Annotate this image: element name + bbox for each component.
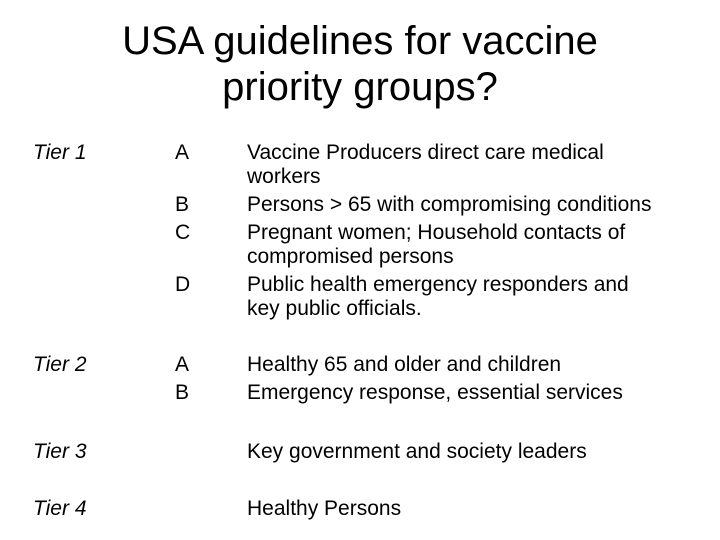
tier-2-letter-a: A	[175, 353, 190, 376]
tier-1-group-a-text	[247, 141, 717, 189]
tier-1-letter-c: C	[175, 221, 191, 244]
tier-4-group-line-1: Healthy Persons	[247, 497, 402, 520]
tier-3-label: Tier 3	[33, 440, 87, 463]
tier-1-group-a-line-2: workers	[247, 165, 321, 188]
tier-1-group-d-line-2: key public officials.	[247, 297, 422, 320]
tier-4-group-text	[247, 497, 717, 521]
tier-1-letter-d: D	[175, 273, 191, 296]
slide-title-line-2: priority groups?	[222, 65, 498, 109]
tier-2-label: Tier 2	[33, 353, 87, 376]
tier-3-group-text	[247, 440, 717, 464]
slide-title	[0, 18, 720, 110]
tier-3-group-line-1: Key government and society leaders	[247, 440, 587, 463]
tier-1-letter-a: A	[175, 141, 190, 164]
tier-1-group-b-line-1: Persons > 65 with compromising conditions	[247, 193, 652, 216]
tier-1-group-d-line-1: Public health emergency responders and	[247, 273, 629, 296]
tier-1-group-c-text	[247, 221, 717, 269]
tier-4-label: Tier 4	[33, 497, 87, 520]
tier-1-group-c-line-2: compromised persons	[247, 245, 454, 268]
tier-1-letter-b: B	[175, 193, 190, 216]
tier-1-group-d-text	[247, 273, 717, 321]
tier-1-group-b-text	[247, 193, 717, 217]
tier-2-group-a-line-1: Healthy 65 and older and children	[247, 353, 562, 376]
tier-2-letter-b: B	[175, 381, 190, 404]
tier-1-group-c-line-1: Pregnant women; Household contacts of	[247, 221, 626, 244]
slide-title-line-1: USA guidelines for vaccine	[122, 19, 598, 63]
tier-2-group-a-text	[247, 353, 717, 377]
tier-1-group-a-line-1: Vaccine Producers direct care medical	[247, 141, 604, 164]
tier-1-label: Tier 1	[33, 141, 87, 164]
tier-2-group-b-text	[247, 381, 717, 405]
tier-2-group-b-line-1: Emergency response, essential services	[247, 381, 623, 404]
